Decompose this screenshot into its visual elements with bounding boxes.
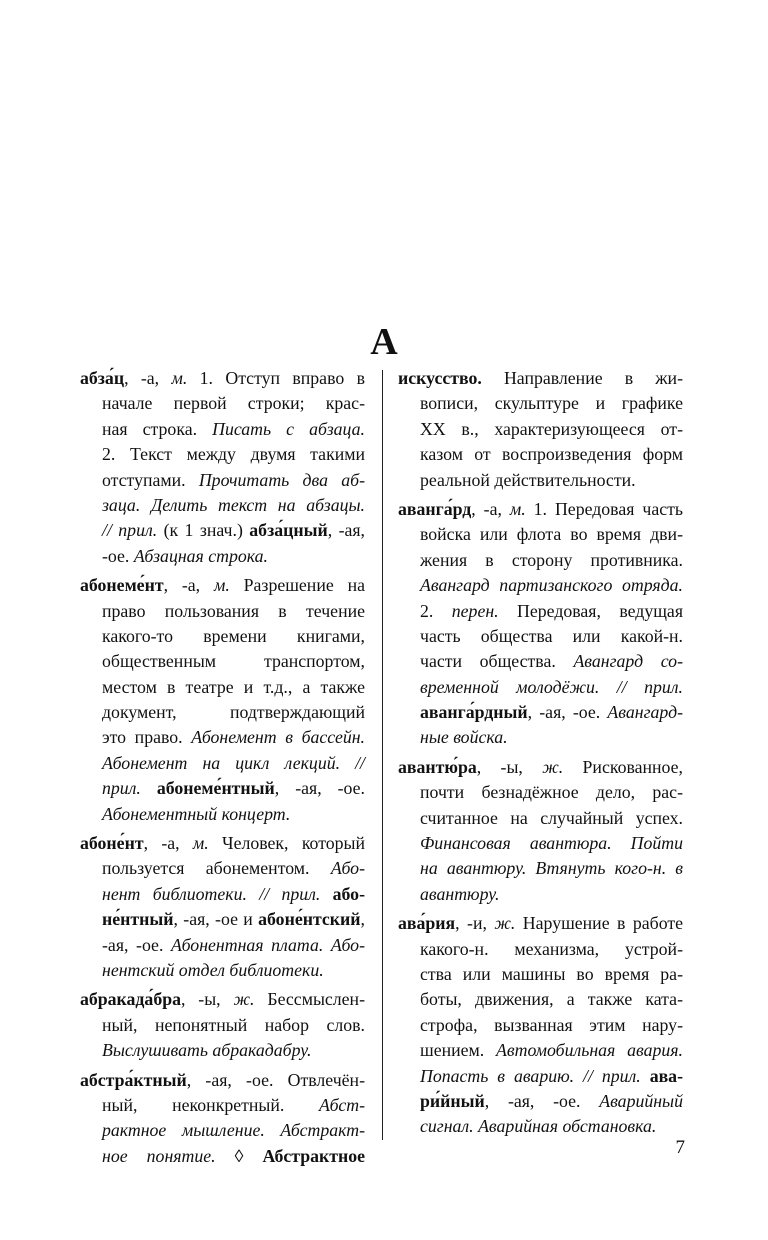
dictionary-line bbox=[398, 831, 683, 856]
dictionary-line bbox=[80, 751, 365, 776]
dictionary-line bbox=[80, 1093, 365, 1118]
headword: абза́ц bbox=[80, 368, 125, 388]
body-text: войска или флота во время дви- bbox=[420, 524, 683, 545]
dictionary-line bbox=[80, 933, 365, 958]
body-text: Человек, который bbox=[208, 833, 365, 854]
italic-text: временной молодёжи. // прил. bbox=[420, 676, 683, 697]
body-text: , bbox=[360, 909, 365, 930]
dictionary-line bbox=[80, 1038, 365, 1063]
body-text: , -а, bbox=[163, 575, 214, 596]
body-text: XX в., характеризующееся от- bbox=[420, 418, 683, 439]
body-text: вописи, скульптуре и графике bbox=[420, 393, 683, 414]
dictionary-line bbox=[398, 391, 683, 416]
dictionary-line bbox=[80, 802, 365, 827]
italic-text: Авангард- bbox=[607, 702, 683, 723]
body-text: шением. bbox=[420, 1040, 497, 1061]
dictionary-line bbox=[80, 987, 365, 1012]
body-text: пользуется абонементом. bbox=[102, 858, 331, 879]
headword: абракада́бра bbox=[80, 989, 181, 1010]
italic-text: перен. bbox=[451, 600, 499, 621]
headword: абоне́нтский bbox=[258, 909, 361, 930]
headword: ава́рия bbox=[398, 913, 456, 934]
body-text: Рискованное, bbox=[563, 756, 683, 777]
italic-text: Абонентная плата. Або- bbox=[171, 934, 365, 955]
body-text: 1. Передовая часть bbox=[525, 498, 683, 519]
dictionary-line bbox=[80, 1013, 365, 1038]
italic-text: ное понятие. bbox=[102, 1145, 216, 1166]
left-column bbox=[80, 366, 365, 1169]
dictionary-line bbox=[398, 675, 683, 700]
italic-text: Авангард партизанского отряда. bbox=[420, 575, 683, 596]
dictionary-line bbox=[80, 366, 365, 391]
body-text: отступами. bbox=[102, 469, 199, 490]
body-text: начале первой строки; крас- bbox=[102, 393, 365, 414]
headword: або- bbox=[332, 883, 365, 904]
dictionary-line bbox=[398, 599, 683, 624]
italic-text: Авангард со- bbox=[573, 651, 683, 672]
dictionary-line bbox=[80, 599, 365, 624]
dictionary-line bbox=[80, 856, 365, 881]
dictionary-line bbox=[398, 856, 683, 881]
dictionary-line bbox=[398, 755, 683, 780]
body-text: какого-н. механизма, устрой- bbox=[420, 938, 683, 959]
dictionary-line bbox=[398, 624, 683, 649]
dictionary-line bbox=[80, 1118, 365, 1143]
body-text: местом в театре и т.д., а также bbox=[102, 676, 365, 697]
dictionary-line bbox=[398, 1013, 683, 1038]
dictionary-line bbox=[80, 493, 365, 518]
italic-text: авантюру. bbox=[420, 883, 500, 904]
italic-text: Аварийный bbox=[599, 1090, 683, 1111]
italic-text: м. bbox=[509, 498, 526, 519]
body-text: Разрешение на bbox=[229, 575, 365, 596]
dictionary-line bbox=[80, 1144, 365, 1169]
dictionary-line bbox=[398, 548, 683, 573]
body-text: , -ы, bbox=[476, 756, 543, 777]
body-text: ный, неконкретный. bbox=[102, 1094, 320, 1115]
italic-text: // прил. bbox=[102, 520, 158, 541]
italic-text: Абзацная строка. bbox=[133, 545, 268, 566]
body-text: , -ая, -ое. bbox=[484, 1090, 600, 1111]
body-text bbox=[141, 778, 157, 798]
body-text: ◊ bbox=[215, 1145, 263, 1166]
body-text: ства или машины во время ра- bbox=[420, 963, 683, 984]
headword: Абстрактное bbox=[262, 1145, 365, 1166]
dictionary-line bbox=[398, 442, 683, 467]
dictionary-line bbox=[398, 911, 683, 936]
dictionary-line bbox=[398, 882, 683, 907]
body-text: жения в сторону противника. bbox=[420, 549, 683, 570]
headword: ри́йный bbox=[420, 1090, 485, 1111]
body-text: -ая, -ое. bbox=[102, 934, 171, 955]
headword: абстра́ктный bbox=[80, 1069, 187, 1090]
headword: не́нтный bbox=[102, 909, 174, 930]
dictionary-line bbox=[398, 806, 683, 831]
italic-text: ные войска. bbox=[420, 727, 508, 748]
dictionary-line bbox=[80, 1068, 365, 1093]
italic-text: ж. bbox=[494, 913, 516, 934]
dictionary-line bbox=[398, 417, 683, 442]
body-text: Передовая, ведущая bbox=[498, 600, 684, 621]
italic-text: Прочитать два аб- bbox=[198, 469, 366, 490]
dictionary-line bbox=[80, 442, 365, 467]
dictionary-line bbox=[80, 831, 365, 856]
headword: абонеме́нт bbox=[80, 575, 164, 596]
dictionary-line bbox=[398, 1089, 683, 1114]
dictionary-line bbox=[80, 518, 365, 543]
dictionary-line bbox=[398, 987, 683, 1012]
italic-text: Автомобильная авария. bbox=[496, 1040, 684, 1061]
dictionary-line bbox=[398, 468, 683, 493]
body-text: считанное на случайный успех. bbox=[420, 807, 683, 828]
dictionary-line bbox=[80, 468, 365, 493]
body-text: общественным транспортом, bbox=[102, 651, 365, 672]
dictionary-line bbox=[80, 675, 365, 700]
headword: авантю́ра bbox=[398, 756, 477, 777]
body-text: , -и, bbox=[455, 913, 495, 934]
italic-text: м. bbox=[171, 368, 188, 388]
headword: абоне́нт bbox=[80, 833, 144, 854]
body-text: , -а, bbox=[143, 833, 193, 854]
body-text: 2. bbox=[420, 600, 452, 621]
body-text: это право. bbox=[102, 727, 192, 748]
italic-text: на авантюру. Втянуть кого-н. в bbox=[420, 858, 683, 879]
dictionary-line bbox=[398, 962, 683, 987]
body-text: -ое. bbox=[102, 545, 134, 566]
page-number: 7 bbox=[675, 1137, 685, 1158]
body-text: , -а, bbox=[471, 498, 510, 519]
body-text bbox=[320, 884, 332, 904]
headword: абза́цный bbox=[249, 520, 328, 541]
headword: искусство. bbox=[398, 368, 482, 388]
dictionary-line bbox=[398, 522, 683, 547]
headword: аванга́рдный bbox=[420, 702, 528, 723]
dictionary-line bbox=[80, 725, 365, 750]
dictionary-line bbox=[398, 1114, 683, 1139]
body-text: 1. Отступ вправо в bbox=[187, 368, 365, 388]
italic-text: Абонемент в бассейн. bbox=[191, 727, 366, 748]
dictionary-line bbox=[398, 573, 683, 598]
body-text: , -ая, -ое. bbox=[274, 778, 365, 799]
italic-text: прил. bbox=[102, 778, 141, 799]
body-text: реальной действительности. bbox=[420, 469, 636, 490]
dictionary-line bbox=[398, 1038, 683, 1063]
italic-text: нент библиотеки. // прил. bbox=[102, 883, 321, 904]
dictionary-line bbox=[398, 497, 683, 522]
italic-text: м. bbox=[213, 575, 230, 596]
dictionary-line bbox=[398, 780, 683, 805]
dictionary-line bbox=[398, 700, 683, 725]
body-text: (к 1 знач.) bbox=[157, 520, 250, 541]
italic-text: Абст- bbox=[319, 1094, 365, 1115]
italic-text: ж. bbox=[542, 756, 564, 777]
dictionary-line bbox=[80, 624, 365, 649]
italic-text: Абонемент на цикл лекций. // bbox=[102, 752, 365, 773]
right-column bbox=[398, 366, 683, 1140]
body-text: ный, непонятный набор слов. bbox=[102, 1014, 365, 1035]
dictionary-line bbox=[80, 958, 365, 983]
body-text: документ, подтверждающий bbox=[102, 702, 365, 723]
body-text: часть общества или какой-н. bbox=[420, 625, 683, 646]
italic-text: м. bbox=[192, 833, 209, 854]
body-text: , -ая, -ое. Отвлечён- bbox=[186, 1069, 365, 1090]
italic-text: Финансовая авантюра. Пойти bbox=[420, 833, 683, 854]
column-divider bbox=[382, 370, 383, 1140]
headword: аванга́рд bbox=[398, 498, 472, 519]
body-text: боты, движения, а также ката- bbox=[420, 989, 683, 1010]
dictionary-line bbox=[398, 366, 683, 391]
dictionary-line bbox=[80, 882, 365, 907]
italic-text: Попасть в аварию. // прил. bbox=[420, 1065, 641, 1086]
italic-text: Выслушивать абракадабру. bbox=[102, 1040, 312, 1061]
body-text: , -а, bbox=[124, 368, 172, 388]
dictionary-line bbox=[80, 776, 365, 801]
dictionary-line bbox=[80, 417, 365, 442]
italic-text: нентский отдел библиотеки. bbox=[102, 959, 324, 980]
headword: ава- bbox=[649, 1065, 683, 1086]
body-text: право пользования в течение bbox=[102, 600, 365, 621]
dictionary-line bbox=[80, 700, 365, 725]
dictionary-line bbox=[80, 649, 365, 674]
italic-text: рактное мышление. Абстракт- bbox=[102, 1120, 365, 1141]
dictionary-line bbox=[398, 1064, 683, 1089]
dictionary-line bbox=[80, 391, 365, 416]
body-text: ная строка. bbox=[102, 418, 213, 439]
dictionary-line bbox=[80, 907, 365, 932]
italic-text: ж. bbox=[233, 989, 255, 1010]
dictionary-line bbox=[398, 649, 683, 674]
body-text bbox=[641, 1066, 650, 1086]
body-text: строфа, вызванная этим нару- bbox=[420, 1014, 683, 1035]
body-text: , -ая, bbox=[327, 520, 366, 541]
italic-text: сигнал. Аварийная обстановка. bbox=[420, 1116, 657, 1137]
italic-text: Абонементный концерт. bbox=[102, 803, 291, 824]
body-text: какого-то времени книгами, bbox=[102, 625, 365, 646]
body-text: почти безнадёжное дело, рас- bbox=[420, 782, 683, 803]
body-text: Бессмыслен- bbox=[254, 989, 365, 1010]
body-text: , -ы, bbox=[180, 989, 234, 1010]
italic-text: заца. Делить текст на абзацы. bbox=[102, 494, 365, 515]
dictionary-line bbox=[398, 937, 683, 962]
body-text: 2. Текст между двумя такими bbox=[102, 444, 365, 465]
body-text: казом от воспроизведения форм bbox=[420, 444, 683, 465]
body-text: , -ая, -ое и bbox=[173, 909, 259, 930]
dictionary-line bbox=[80, 544, 365, 569]
body-text: Нарушение в работе bbox=[515, 913, 684, 934]
headword: абонеме́нтный bbox=[156, 778, 275, 799]
dictionary-line bbox=[80, 573, 365, 598]
body-text: части общества. bbox=[420, 651, 574, 672]
letter-heading: А bbox=[370, 321, 398, 363]
italic-text: Або- bbox=[330, 858, 365, 879]
dictionary-line bbox=[398, 725, 683, 750]
body-text: Направление в жи- bbox=[481, 368, 683, 388]
body-text: , -ая, -ое. bbox=[527, 702, 608, 723]
italic-text: Писать с абзаца. bbox=[212, 418, 365, 439]
